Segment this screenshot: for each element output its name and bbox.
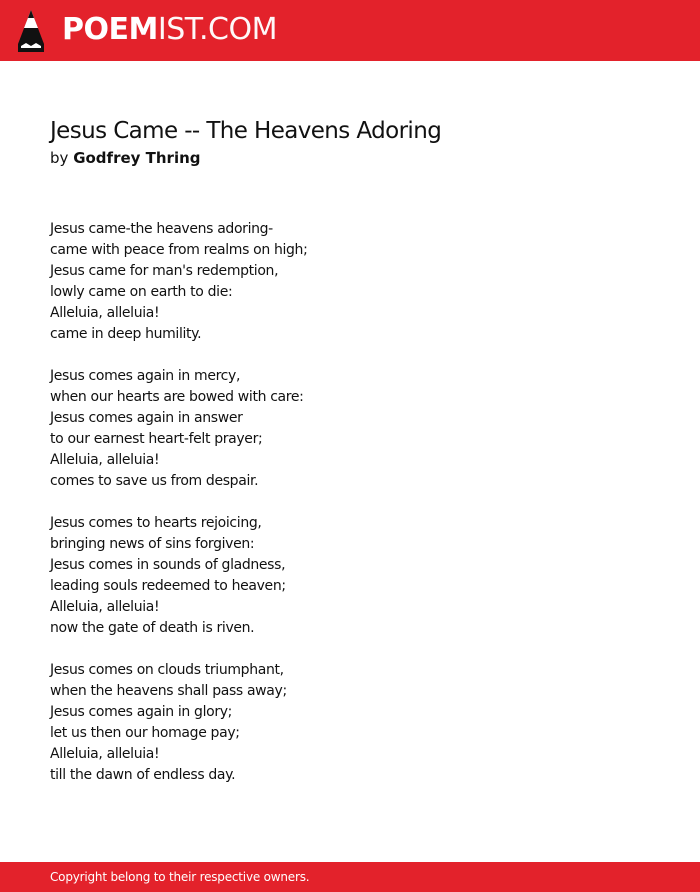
poem-line: came in deep humility.: [50, 326, 202, 342]
logo-bold-text: POEM: [62, 12, 158, 47]
poem-author: Godfrey Thring: [73, 149, 201, 167]
pencil-tip-icon[interactable]: [18, 10, 44, 52]
poem-body: [50, 219, 610, 807]
poem-line: Jesus comes to hearts rejoicing,: [50, 515, 262, 531]
poem-line: Jesus comes in sounds of gladness,: [50, 557, 286, 573]
site-logo[interactable]: [62, 12, 277, 48]
poem-line: Jesus comes again in mercy,: [50, 368, 241, 384]
poem-line: Jesus comes on clouds triumphant,: [50, 662, 284, 678]
poem-line: till the dawn of endless day.: [50, 767, 236, 783]
by-label: by: [50, 149, 69, 167]
poem-line: Alleluia, alleluia!: [50, 452, 160, 468]
poem-line: Alleluia, alleluia!: [50, 746, 160, 762]
poem-line: lowly came on earth to die:: [50, 284, 233, 300]
poem-line: when the heavens shall pass away;: [50, 683, 287, 699]
poem-title: Jesus Came -- The Heavens Adoring: [50, 118, 442, 144]
poem-line: now the gate of death is riven.: [50, 620, 255, 636]
poem-line: Jesus came for man's redemption,: [50, 263, 279, 279]
site-footer: [0, 862, 700, 892]
poem-line: comes to save us from despair.: [50, 473, 259, 489]
poem-byline: [50, 148, 201, 169]
poem-line: Jesus comes again in glory;: [50, 704, 233, 720]
poem-line: Jesus came-the heavens adoring-: [50, 221, 273, 237]
poem-line: bringing news of sins forgiven:: [50, 536, 255, 552]
poem-line: Jesus comes again in answer: [50, 410, 243, 426]
copyright-notice: Copyright belong to their respective owners.: [50, 870, 310, 884]
poem-stanza: [50, 219, 610, 345]
poem-line: Alleluia, alleluia!: [50, 599, 160, 615]
logo-light-text: IST.COM: [157, 12, 277, 47]
poem-line: came with peace from realms on high;: [50, 242, 308, 258]
poem-line: when our hearts are bowed with care:: [50, 389, 304, 405]
poem-line: leading souls redeemed to heaven;: [50, 578, 286, 594]
poem-line: let us then our homage pay;: [50, 725, 240, 741]
poem-line: to our earnest heart-felt prayer;: [50, 431, 263, 447]
poem-stanza: [50, 513, 610, 639]
poem-stanza: [50, 366, 610, 492]
site-header: [0, 0, 700, 61]
poem-line: Alleluia, alleluia!: [50, 305, 160, 321]
poem-stanza: [50, 660, 610, 786]
